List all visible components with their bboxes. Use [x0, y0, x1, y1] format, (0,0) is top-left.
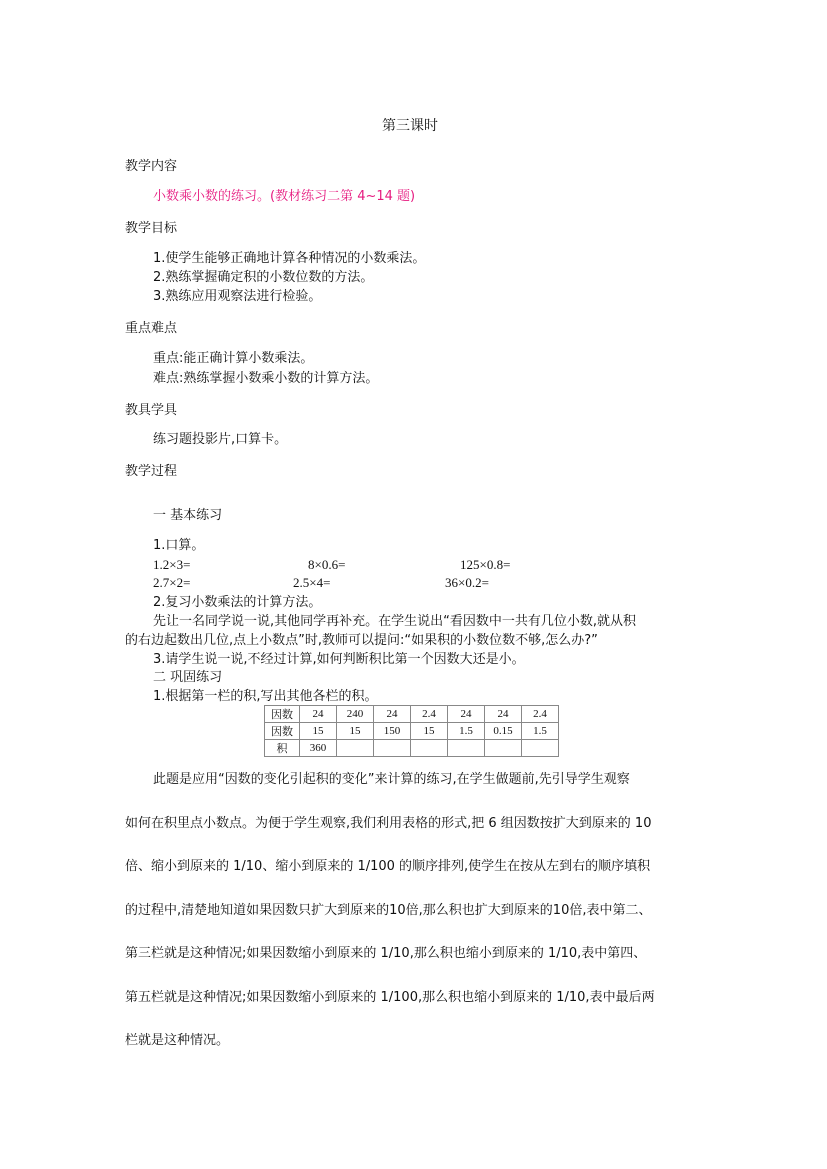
- table-cell: [448, 740, 485, 757]
- content-text: 小数乘小数的练习。(教材练习二第 4~14 题): [153, 189, 416, 204]
- explanation-line: 第五栏就是这种情况;如果因数缩小到原来的 1/100,那么积也缩小到原来的 1/10,表中最后两: [125, 990, 655, 1005]
- part1-item: 3.请学生说一说,不经过计算,如何判断积比第一个因数大还是小。: [153, 652, 525, 667]
- oral-question: 2.5×4=: [293, 575, 331, 590]
- key-heading: 重点难点: [125, 321, 178, 336]
- table-cell: 24: [374, 706, 411, 723]
- explanation-line: 倍、缩小到原来的 1/10、缩小到原来的 1/100 的顺序排列,使学生在按从左到右的顺序填积: [125, 859, 651, 874]
- factor-table: [264, 705, 559, 757]
- explanation-line: 的过程中,清楚地知道如果因数只扩大到原来的10倍,那么积也扩大到原来的10倍,表中第二、: [125, 903, 652, 918]
- paragraph-line: 的右边起数出几位,点上小数点”时,教师可以提问:“如果积的小数位数不够,怎么办?”: [125, 633, 598, 648]
- content-heading: 教学内容: [125, 159, 178, 174]
- table-cell: 240: [337, 706, 374, 723]
- oral-question: 125×0.8=: [460, 557, 511, 572]
- tools-text: 练习题投影片,口算卡。: [153, 432, 288, 447]
- part1-item: 2.复习小数乘法的计算方法。: [153, 595, 322, 610]
- table-cell: 150: [374, 723, 411, 740]
- table-cell: [485, 740, 522, 757]
- difficulty-point: 难点:熟练掌握小数乘小数的计算方法。: [153, 371, 379, 386]
- page-title: 第三课时: [382, 118, 438, 134]
- oral-question: 8×0.6=: [308, 557, 346, 572]
- table-cell: 24: [485, 706, 522, 723]
- table-cell: 15: [411, 723, 448, 740]
- row-label: 积: [265, 740, 300, 757]
- table-cell: 1.5: [522, 723, 559, 740]
- part1-heading: 一 基本练习: [153, 508, 223, 523]
- oral-question: 2.7×2=: [153, 575, 191, 590]
- table-cell: 1.5: [448, 723, 485, 740]
- table-cell: [337, 740, 374, 757]
- part2-item: 1.根据第一栏的积,写出其他各栏的积。: [153, 689, 378, 704]
- table-row: [265, 740, 559, 757]
- process-heading: 教学过程: [125, 464, 178, 479]
- goal-item: 1.使学生能够正确地计算各种情况的小数乘法。: [153, 251, 426, 266]
- explanation-line: 如何在积里点小数点。为便于学生观察,我们利用表格的形式,把 6 组因数按扩大到原来的 10: [125, 816, 652, 831]
- explanation-line: 第三栏就是这种情况;如果因数缩小到原来的 1/10,那么积也缩小到原来的 1/10,表中第四、: [125, 946, 647, 961]
- table-cell: [522, 740, 559, 757]
- explanation-line: 此题是应用“因数的变化引起积的变化”来计算的练习,在学生做题前,先引导学生观察: [153, 772, 630, 787]
- goals-heading: 教学目标: [125, 221, 178, 236]
- table-cell: [374, 740, 411, 757]
- table-cell: [411, 740, 448, 757]
- row-label: 因数: [265, 706, 300, 723]
- explanation-line: 栏就是这种情况。: [125, 1033, 230, 1048]
- part2-heading: 二 巩固练习: [153, 670, 223, 685]
- key-point: 重点:能正确计算小数乘法。: [153, 351, 314, 366]
- table-cell: 2.4: [522, 706, 559, 723]
- oral-question: 36×0.2=: [445, 575, 489, 590]
- tools-heading: 教具学具: [125, 403, 178, 418]
- table-cell: 24: [300, 706, 337, 723]
- table-cell: 24: [448, 706, 485, 723]
- goal-item: 2.熟练掌握确定积的小数位数的方法。: [153, 270, 374, 285]
- table-cell: 15: [300, 723, 337, 740]
- paragraph-line: 先让一名同学说一说,其他同学再补充。在学生说出“看因数中一共有几位小数,就从积: [153, 614, 637, 629]
- table-cell: 360: [300, 740, 337, 757]
- table-cell: 15: [337, 723, 374, 740]
- table-row: [265, 706, 559, 723]
- part1-item: 1.口算。: [153, 538, 205, 553]
- goal-item: 3.熟练应用观察法进行检验。: [153, 289, 322, 304]
- table-cell: 2.4: [411, 706, 448, 723]
- row-label: 因数: [265, 723, 300, 740]
- oral-question: 1.2×3=: [153, 557, 191, 572]
- table-cell: 0.15: [485, 723, 522, 740]
- table-row: [265, 723, 559, 740]
